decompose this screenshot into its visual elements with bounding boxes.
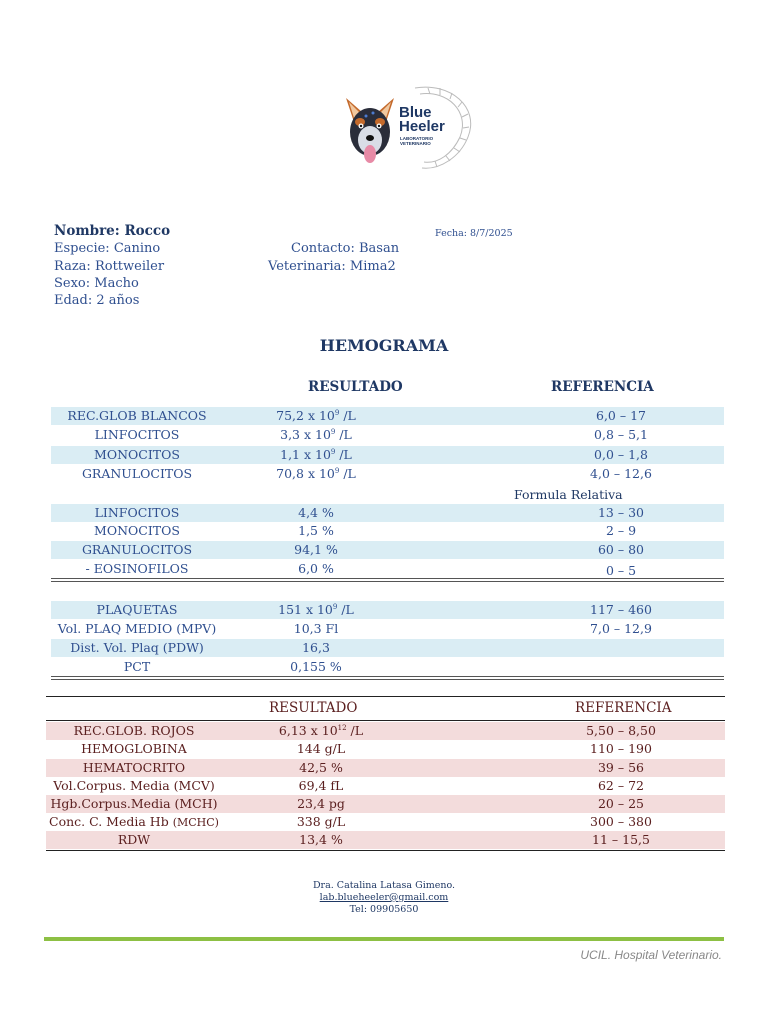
signature-block [0,880,768,916]
label-abbrev: (MCHC) [172,816,219,829]
value-text: 75,2 x 10 [276,408,335,423]
unit: /L [337,602,354,617]
row-value: 338 g/L [296,814,346,829]
row-reference: 5,50 – 8,50 [586,723,656,738]
patient-vet: Veterinaria: Mima2 [268,259,396,274]
table-row [51,620,724,638]
row-value: 94,1 % [294,542,338,557]
row-reference: 0,8 – 5,1 [594,427,648,442]
row-label: REC.GLOB BLANCOS [67,408,207,423]
footer-text: UCIL. Hospital Veterinario. [580,948,722,962]
row-label: HEMATOCRITO [82,760,186,775]
table-row [46,759,725,777]
row-label: Hgb.Corpus.Media (MCH) [50,796,218,811]
table-row [51,639,724,657]
table-row [51,522,724,540]
table-row [51,504,724,522]
lab-logo [340,82,480,172]
patient-age: Edad: 2 años [54,293,140,308]
table-row [46,795,725,813]
row-value: 10,3 Fl [293,621,339,636]
table-row [46,831,725,849]
table-divider [51,676,724,680]
row-value [236,723,406,738]
table-divider [51,578,724,582]
red-table-top-border [46,696,725,697]
exponent: 9 [330,428,336,436]
page-title: HEMOGRAMA [319,336,449,355]
table-row [46,777,725,795]
unit: /L [335,447,352,462]
table-row [51,560,724,578]
red-table-header-border [46,720,725,721]
footer-divider [44,937,724,941]
table-row [46,813,725,831]
table-row [51,465,724,483]
unit: /L [339,466,356,481]
row-value: 13,4 % [299,832,343,847]
col-header-result: RESULTADO [308,379,403,395]
col-header-reference: REFERENCIA [551,379,654,395]
row-label: Vol.Corpus. Media (MCV) [53,778,215,793]
row-reference: 110 – 190 [590,741,652,756]
row-label: HEMOGLOBINA [81,741,187,756]
logo-word-blue: Blue [399,104,432,121]
logo-word-heeler: Heeler [399,118,445,135]
row-label: LINFOCITOS [94,427,180,442]
row-label [46,814,222,829]
table-row [46,740,725,758]
row-reference: 2 – 9 [605,523,637,538]
row-value: 144 g/L [296,741,346,756]
red-col-header-result: RESULTADO [269,700,358,716]
row-label: - EOSINOFILOS [85,561,189,576]
row-value: 42,5 % [299,760,343,775]
row-reference: 300 – 380 [590,814,652,829]
row-label: GRANULOCITOS [81,542,193,557]
value-text: 3,3 x 10 [280,427,331,442]
row-value [231,602,401,617]
logo-subtitle-1: LABORATORIO [400,136,434,141]
row-reference: 117 – 460 [590,602,652,617]
logo-subtitle-2: VETERINARIO [400,141,431,146]
red-col-header-reference: REFERENCIA [575,700,672,716]
row-value: 69,4 fL [298,778,344,793]
row-reference: 0 – 5 [605,563,637,578]
exponent: 9 [330,448,336,456]
red-table-bottom-border [46,850,725,851]
patient-name: Nombre: Rocco [54,223,171,239]
row-value: 23,4 pg [297,796,345,811]
exponent: 9 [334,467,340,475]
table-row [51,446,724,464]
exponent: 9 [334,409,340,417]
row-label: PCT [123,659,151,674]
doctor-name: Dra. Catalina Latasa Gimeno. [312,880,456,891]
exponent: 9 [332,603,338,611]
row-value: 6,0 % [298,561,334,576]
row-value: 1,5 % [298,523,334,538]
unit: /L [339,408,356,423]
value-text: 1,1 x 10 [280,447,331,462]
row-reference: 4,0 – 12,6 [590,466,652,481]
row-label: LINFOCITOS [94,505,180,520]
value-text: 151 x 10 [278,602,333,617]
row-label: PLAQUETAS [96,602,178,617]
row-label: RDW [117,832,151,847]
patient-sex: Sexo: Macho [54,276,139,291]
email-link[interactable]: lab.blueheeler@gmail.com [319,892,449,903]
row-reference: 6,0 – 17 [596,408,646,423]
table-row [51,658,724,676]
value-text: 6,13 x 10 [278,723,338,738]
row-value: 4,4 % [298,505,334,520]
table-row [46,722,725,740]
row-reference: 11 – 15,5 [592,832,650,847]
exponent: 12 [337,724,347,732]
table-row [51,541,724,559]
row-value: 16,3 [302,640,330,655]
row-label [46,723,222,738]
row-label: Dist. Vol. Plaq (PDW) [70,640,204,655]
row-value: 0,155 % [290,659,342,674]
row-value [231,447,401,462]
row-reference: 0,0 – 1,8 [594,447,648,462]
row-reference: 7,0 – 12,9 [590,621,652,636]
row-label: Vol. PLAQ MEDIO (MPV) [57,621,217,636]
unit: /L [346,723,364,738]
row-label: MONOCITOS [94,523,180,538]
patient-contact: Contacto: Basan [291,241,400,256]
row-reference: 39 – 56 [597,760,644,775]
table-row [51,426,724,444]
row-label: GRANULOCITOS [81,466,193,481]
row-reference: 20 – 25 [597,796,644,811]
unit: /L [335,427,352,442]
value-text: 70,8 x 10 [276,466,335,481]
row-reference: 60 – 80 [597,542,644,557]
row-label: MONOCITOS [94,447,180,462]
row-reference: 62 – 72 [597,778,644,793]
row-value [231,466,401,481]
table-row [51,601,724,619]
label-text: REC.GLOB. ROJOS [73,723,195,738]
report-date: Fecha: 8/7/2025 [435,228,513,239]
phone-number: Tel: 09905650 [349,904,419,915]
row-value [231,408,401,423]
row-value [231,427,401,442]
relative-formula-label: Formula Relativa [514,487,623,502]
patient-breed: Raza: Rottweiler [54,259,165,274]
label-text: Conc. C. Media Hb [49,814,173,829]
patient-species: Especie: Canino [54,241,161,256]
row-reference: 13 – 30 [597,505,644,520]
table-row [51,407,724,425]
